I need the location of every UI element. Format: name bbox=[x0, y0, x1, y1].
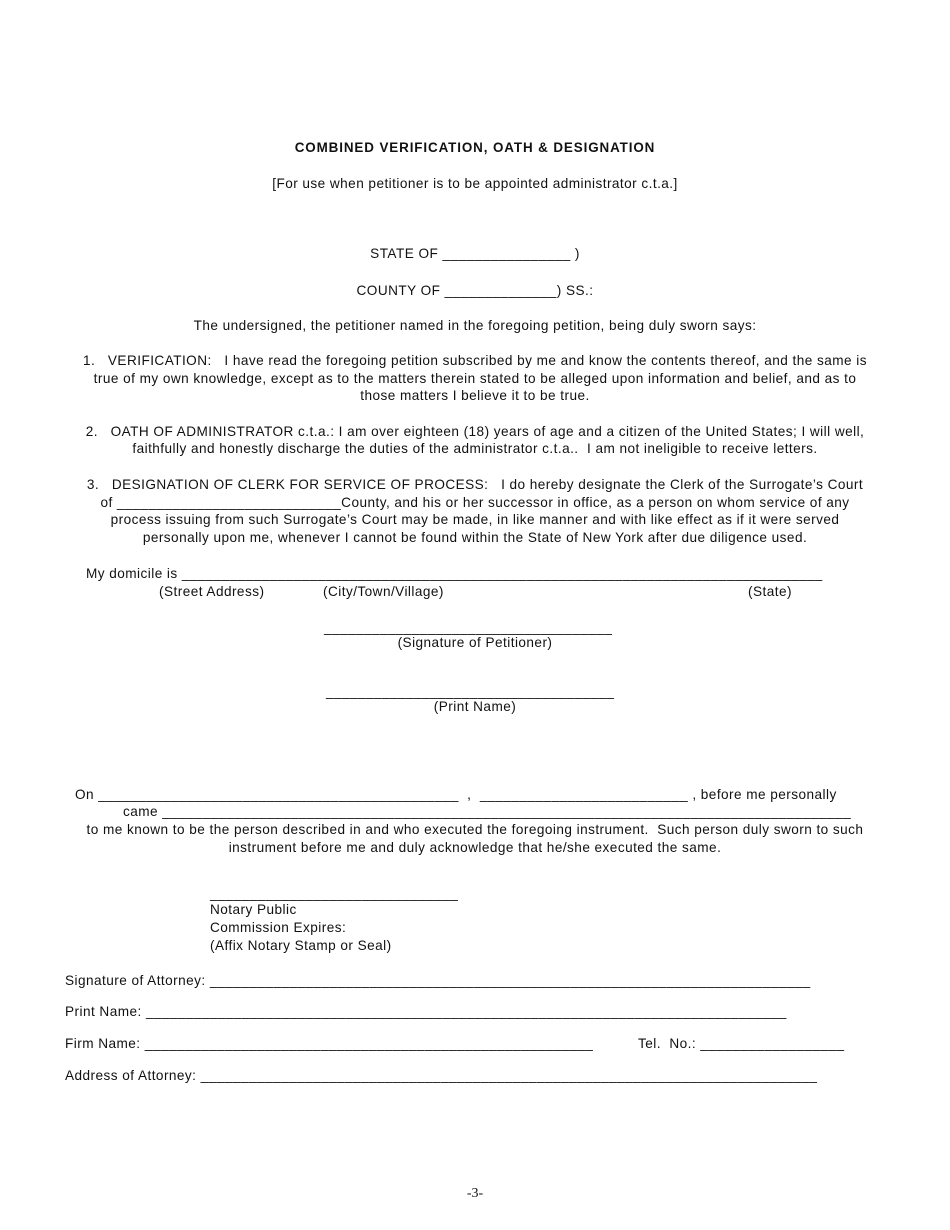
acknowledgment-line-1: On _____________________________________________ , __________________________ , before me personally bbox=[75, 787, 837, 802]
acknowledgment-line-3: to me known to be the person described in and who executed the foregoing instrument. Such person duly sworn to such bbox=[86, 822, 864, 837]
notary-signature-line: _______________________________ bbox=[210, 886, 459, 901]
domicile-street-label: (Street Address) bbox=[159, 584, 265, 599]
attorney-address-field: Address of Attorney: _____________________________________________________________________________ bbox=[65, 1068, 818, 1083]
oath-line-1: 2. OATH OF ADMINISTRATOR c.t.a.: I am over eighteen (18) years of age and a citizen of the United States; I will well, bbox=[85, 424, 865, 439]
acknowledgment-line-4: instrument before me and duly acknowledge that he/she executed the same. bbox=[228, 840, 722, 855]
designation-line-3: process issuing from such Surrogate’s Court may be made, in like manner and with like effect as if it were served bbox=[110, 512, 840, 527]
attorney-print-name-field: Print Name: ________________________________________________________________________________ bbox=[65, 1004, 787, 1019]
designation-line-4: personally upon me, whenever I cannot be found within the State of New York after due diligence used. bbox=[142, 530, 808, 545]
attorney-firm-name-field: Firm Name: ________________________________________________________ bbox=[65, 1036, 594, 1051]
verification-line-2: true of my own knowledge, except as to the matters therein stated to be alleged upon information and belief, and as to bbox=[93, 371, 857, 386]
county-line: COUNTY OF ______________) SS.: bbox=[356, 283, 594, 298]
attorney-signature-field: Signature of Attorney: ___________________________________________________________________________ bbox=[65, 973, 811, 988]
print-name-line: ____________________________________ bbox=[326, 684, 615, 699]
domicile-state-label: (State) bbox=[748, 584, 792, 599]
oath-line-2: faithfully and honestly discharge the duties of the administrator c.t.a.. I am not ineligible to receive letters. bbox=[132, 441, 818, 456]
state-line: STATE OF ________________ ) bbox=[370, 246, 580, 261]
attorney-tel-field: Tel. No.: __________________ bbox=[638, 1036, 845, 1051]
notary-seal-note: (Affix Notary Stamp or Seal) bbox=[210, 938, 392, 953]
verification-line-1: 1. VERIFICATION: I have read the foregoing petition subscribed by me and know the contents thereof, and the same is bbox=[83, 353, 867, 368]
domicile-line: My domicile is ________________________________________________________________________________ bbox=[86, 566, 823, 581]
page-number: -3- bbox=[466, 1186, 484, 1201]
notary-title: Notary Public bbox=[210, 902, 297, 917]
document-title: COMBINED VERIFICATION, OATH & DESIGNATION bbox=[294, 140, 656, 155]
intro-statement: The undersigned, the petitioner named in the foregoing petition, being duly sworn says: bbox=[193, 318, 757, 333]
print-name-label: (Print Name) bbox=[433, 699, 517, 714]
verification-line-3: those matters I believe it to be true. bbox=[360, 388, 590, 403]
acknowledgment-line-2: came ______________________________________________________________________________________ bbox=[123, 804, 852, 819]
designation-line-2: of ____________________________County, and his or her successor in office, as a person on whom service of any bbox=[100, 495, 850, 510]
designation-line-1: 3. DESIGNATION OF CLERK FOR SERVICE OF PROCESS: I do hereby designate the Clerk of the Surrogate’s Court bbox=[86, 477, 864, 492]
notary-commission: Commission Expires: bbox=[210, 920, 347, 935]
petitioner-signature-label: (Signature of Petitioner) bbox=[397, 635, 553, 650]
petitioner-signature-line: ____________________________________ bbox=[324, 620, 613, 635]
domicile-city-label: (City/Town/Village) bbox=[323, 584, 444, 599]
document-subtitle: [For use when petitioner is to be appointed administrator c.t.a.] bbox=[272, 176, 678, 191]
